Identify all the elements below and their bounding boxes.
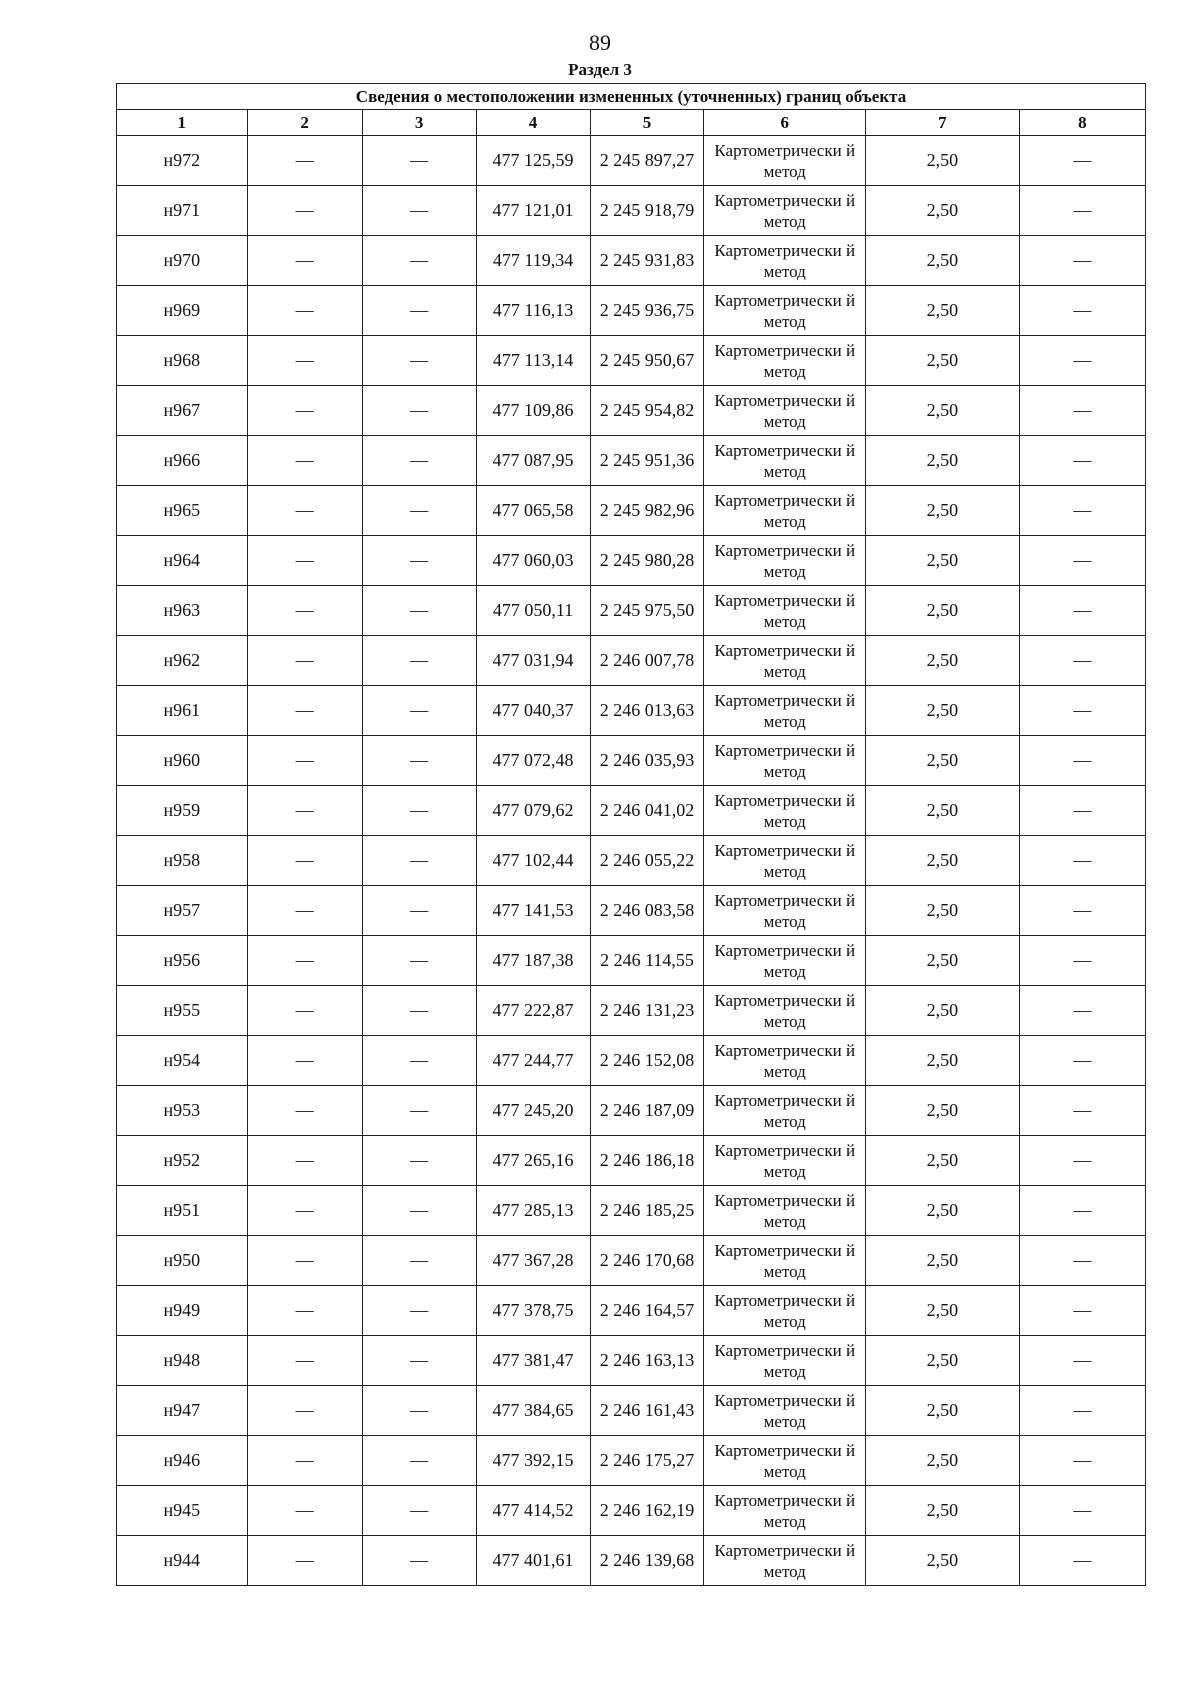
table-cell-col-5: 2 245 918,79 (590, 186, 704, 236)
table-cell-col-7: 2,50 (866, 336, 1020, 386)
table-row (117, 236, 1146, 286)
table-cell-col-6: Картометрически й метод (704, 486, 866, 536)
table-cell-col-4: 477 222,87 (476, 986, 590, 1036)
table-cell-col-3: — (362, 186, 476, 236)
table-cell-col-2: — (247, 486, 362, 536)
table-cell-col-1: н957 (117, 886, 248, 936)
table-cell-col-2: — (247, 136, 362, 186)
table-cell-col-2: — (247, 1086, 362, 1136)
table-cell-col-7: 2,50 (866, 386, 1020, 436)
column-header-8: 8 (1019, 110, 1145, 136)
table-cell-col-3: — (362, 336, 476, 386)
table-cell-col-3: — (362, 736, 476, 786)
table-cell-col-8: — (1019, 1036, 1145, 1086)
table-cell-col-7: 2,50 (866, 186, 1020, 236)
table-cell-col-4: 477 087,95 (476, 436, 590, 486)
table-cell-col-4: 477 125,59 (476, 136, 590, 186)
table-cell-col-1: н965 (117, 486, 248, 536)
table-cell-col-3: — (362, 886, 476, 936)
table-cell-col-2: — (247, 836, 362, 886)
column-header-2: 2 (247, 110, 362, 136)
table-row (117, 1486, 1146, 1536)
table-cell-col-3: — (362, 436, 476, 486)
table-cell-col-2: — (247, 786, 362, 836)
table-cell-col-4: 477 065,58 (476, 486, 590, 536)
table-cell-col-1: н969 (117, 286, 248, 336)
table-cell-col-1: н951 (117, 1186, 248, 1236)
table-row (117, 1186, 1146, 1236)
table-cell-col-4: 477 245,20 (476, 1086, 590, 1136)
table-cell-col-5: 2 245 980,28 (590, 536, 704, 586)
table-cell-col-7: 2,50 (866, 786, 1020, 836)
table-cell-col-8: — (1019, 1336, 1145, 1386)
table-cell-col-1: н970 (117, 236, 248, 286)
table-cell-col-6: Картометрически й метод (704, 1336, 866, 1386)
table-row (117, 586, 1146, 636)
table-cell-col-3: — (362, 1386, 476, 1436)
table-cell-col-1: н972 (117, 136, 248, 186)
table-cell-col-8: — (1019, 486, 1145, 536)
table-cell-col-5: 2 246 187,09 (590, 1086, 704, 1136)
coordinates-table (116, 83, 1146, 1586)
table-cell-col-6: Картометрически й метод (704, 1536, 866, 1586)
table-row (117, 1436, 1146, 1486)
column-header-4: 4 (476, 110, 590, 136)
table-cell-col-8: — (1019, 1136, 1145, 1186)
table-cell-col-7: 2,50 (866, 286, 1020, 336)
table-cell-col-5: 2 246 083,58 (590, 886, 704, 936)
table-cell-col-5: 2 246 035,93 (590, 736, 704, 786)
table-cell-col-5: 2 246 163,13 (590, 1336, 704, 1386)
table-cell-col-2: — (247, 1236, 362, 1286)
table-cell-col-4: 477 109,86 (476, 386, 590, 436)
table-cell-col-2: — (247, 686, 362, 736)
table-cell-col-6: Картометрически й метод (704, 786, 866, 836)
table-row (117, 686, 1146, 736)
table-cell-col-7: 2,50 (866, 586, 1020, 636)
table-cell-col-7: 2,50 (866, 1186, 1020, 1236)
table-cell-col-6: Картометрически й метод (704, 336, 866, 386)
table-cell-col-5: 2 246 013,63 (590, 686, 704, 736)
table-cell-col-5: 2 246 161,43 (590, 1386, 704, 1436)
table-cell-col-2: — (247, 636, 362, 686)
table-cell-col-3: — (362, 836, 476, 886)
page-number: 89 (589, 30, 611, 55)
table-row (117, 986, 1146, 1036)
table-cell-col-8: — (1019, 536, 1145, 586)
table-cell-col-2: — (247, 1186, 362, 1236)
table-cell-col-6: Картометрически й метод (704, 1286, 866, 1336)
table-cell-col-7: 2,50 (866, 1336, 1020, 1386)
table-cell-col-4: 477 079,62 (476, 786, 590, 836)
table-cell-col-2: — (247, 1286, 362, 1336)
table-cell-col-2: — (247, 386, 362, 436)
table-cell-col-2: — (247, 1536, 362, 1586)
table-cell-col-2: — (247, 736, 362, 786)
table-cell-col-1: н944 (117, 1536, 248, 1586)
table-cell-col-7: 2,50 (866, 986, 1020, 1036)
table-cell-col-5: 2 246 152,08 (590, 1036, 704, 1086)
table-row (117, 1336, 1146, 1386)
table-cell-col-3: — (362, 1236, 476, 1286)
table-cell-col-3: — (362, 1436, 476, 1486)
table-cell-col-7: 2,50 (866, 636, 1020, 686)
table-cell-col-3: — (362, 1186, 476, 1236)
table-cell-col-1: н954 (117, 1036, 248, 1086)
table-cell-col-4: 477 187,38 (476, 936, 590, 986)
table-cell-col-2: — (247, 1486, 362, 1536)
table-cell-col-6: Картометрически й метод (704, 386, 866, 436)
table-cell-col-7: 2,50 (866, 1086, 1020, 1136)
table-cell-col-3: — (362, 936, 476, 986)
table-cell-col-2: — (247, 886, 362, 936)
table-cell-col-4: 477 121,01 (476, 186, 590, 236)
table-cell-col-5: 2 245 975,50 (590, 586, 704, 636)
column-header-6: 6 (704, 110, 866, 136)
table-cell-col-2: — (247, 1036, 362, 1086)
table-cell-col-2: — (247, 336, 362, 386)
table-cell-col-7: 2,50 (866, 936, 1020, 986)
table-cell-col-3: — (362, 1486, 476, 1536)
table-cell-col-5: 2 245 951,36 (590, 436, 704, 486)
table-cell-col-3: — (362, 236, 476, 286)
table-cell-col-2: — (247, 1436, 362, 1486)
table-cell-col-1: н962 (117, 636, 248, 686)
table-cell-col-3: — (362, 486, 476, 536)
table-cell-col-6: Картометрически й метод (704, 936, 866, 986)
table-cell-col-8: — (1019, 886, 1145, 936)
table-cell-col-5: 2 246 175,27 (590, 1436, 704, 1486)
table-cell-col-3: — (362, 686, 476, 736)
table-cell-col-6: Картометрически й метод (704, 286, 866, 336)
table-cell-col-8: — (1019, 386, 1145, 436)
table-cell-col-6: Картометрически й метод (704, 1436, 866, 1486)
table-row (117, 786, 1146, 836)
table-cell-col-1: н953 (117, 1086, 248, 1136)
table-cell-col-1: н964 (117, 536, 248, 586)
table-cell-col-2: — (247, 236, 362, 286)
table-cell-col-3: — (362, 636, 476, 686)
table-cell-col-6: Картометрически й метод (704, 686, 866, 736)
table-cell-col-5: 2 246 185,25 (590, 1186, 704, 1236)
table-cell-col-1: н961 (117, 686, 248, 736)
table-row (117, 886, 1146, 936)
table-cell-col-5: 2 246 131,23 (590, 986, 704, 1036)
table-cell-col-4: 477 367,28 (476, 1236, 590, 1286)
table-cell-col-8: — (1019, 336, 1145, 386)
table-cell-col-6: Картометрически й метод (704, 1186, 866, 1236)
table-row (117, 336, 1146, 386)
table-cell-col-8: — (1019, 836, 1145, 886)
table-cell-col-5: 2 246 055,22 (590, 836, 704, 886)
table-cell-col-8: — (1019, 786, 1145, 836)
table-row (117, 1086, 1146, 1136)
table-cell-col-4: 477 378,75 (476, 1286, 590, 1336)
table-cell-col-2: — (247, 186, 362, 236)
table-cell-col-5: 2 246 170,68 (590, 1236, 704, 1286)
table-cell-col-7: 2,50 (866, 836, 1020, 886)
table-cell-col-8: — (1019, 686, 1145, 736)
table-cell-col-6: Картометрически й метод (704, 1386, 866, 1436)
table-cell-col-6: Картометрически й метод (704, 536, 866, 586)
table-cell-col-3: — (362, 1336, 476, 1386)
table-cell-col-7: 2,50 (866, 1286, 1020, 1336)
table-cell-col-4: 477 141,53 (476, 886, 590, 936)
table-cell-col-3: — (362, 536, 476, 586)
table-cell-col-5: 2 246 114,55 (590, 936, 704, 986)
table-cell-col-5: 2 245 954,82 (590, 386, 704, 436)
table-cell-col-7: 2,50 (866, 536, 1020, 586)
table-cell-col-6: Картометрически й метод (704, 736, 866, 786)
table-row (117, 186, 1146, 236)
table-cell-col-2: — (247, 986, 362, 1036)
table-cell-col-4: 477 414,52 (476, 1486, 590, 1536)
table-cell-col-2: — (247, 286, 362, 336)
table-cell-col-5: 2 245 931,83 (590, 236, 704, 286)
table-cell-col-2: — (247, 1136, 362, 1186)
table-row (117, 1536, 1146, 1586)
table-cell-col-7: 2,50 (866, 486, 1020, 536)
table-row (117, 1236, 1146, 1286)
table-cell-col-8: — (1019, 936, 1145, 986)
table-row (117, 936, 1146, 986)
section-title: Раздел 3 (568, 60, 632, 79)
table-cell-col-5: 2 245 950,67 (590, 336, 704, 386)
table-cell-col-1: н947 (117, 1386, 248, 1436)
table-cell-col-8: — (1019, 586, 1145, 636)
table-cell-col-7: 2,50 (866, 236, 1020, 286)
table-cell-col-6: Картометрически й метод (704, 586, 866, 636)
table-cell-col-1: н949 (117, 1286, 248, 1336)
table-cell-col-4: 477 384,65 (476, 1386, 590, 1436)
table-cell-col-6: Картометрически й метод (704, 436, 866, 486)
table-cell-col-3: — (362, 386, 476, 436)
table-cell-col-3: — (362, 286, 476, 336)
table-cell-col-8: — (1019, 1086, 1145, 1136)
table-cell-col-5: 2 246 164,57 (590, 1286, 704, 1336)
table-cell-col-8: — (1019, 1486, 1145, 1536)
table-row (117, 636, 1146, 686)
table-cell-col-1: н967 (117, 386, 248, 436)
table-cell-col-7: 2,50 (866, 886, 1020, 936)
table-cell-col-7: 2,50 (866, 1486, 1020, 1536)
table-cell-col-1: н950 (117, 1236, 248, 1286)
table-cell-col-5: 2 245 936,75 (590, 286, 704, 336)
table-cell-col-6: Картометрически й метод (704, 1036, 866, 1086)
table-cell-col-4: 477 381,47 (476, 1336, 590, 1386)
table-cell-col-4: 477 040,37 (476, 686, 590, 736)
table-cell-col-3: — (362, 586, 476, 636)
table-cell-col-7: 2,50 (866, 1036, 1020, 1086)
table-cell-col-3: — (362, 1036, 476, 1086)
table-cell-col-4: 477 060,03 (476, 536, 590, 586)
table-cell-col-1: н946 (117, 1436, 248, 1486)
table-caption: Сведения о местоположении измененных (уточненных) границ объекта (117, 84, 1146, 110)
table-cell-col-1: н963 (117, 586, 248, 636)
table-cell-col-7: 2,50 (866, 1536, 1020, 1586)
table-cell-col-3: — (362, 1136, 476, 1186)
table-cell-col-6: Картометрически й метод (704, 986, 866, 1036)
table-row (117, 836, 1146, 886)
column-header-1: 1 (117, 110, 248, 136)
table-cell-col-6: Картометрически й метод (704, 886, 866, 936)
table-cell-col-1: н971 (117, 186, 248, 236)
table-cell-col-1: н955 (117, 986, 248, 1036)
table-cell-col-5: 2 246 139,68 (590, 1536, 704, 1586)
table-cell-col-8: — (1019, 1536, 1145, 1586)
table-row (117, 1386, 1146, 1436)
table-cell-col-8: — (1019, 986, 1145, 1036)
table-cell-col-4: 477 401,61 (476, 1536, 590, 1586)
table-cell-col-4: 477 113,14 (476, 336, 590, 386)
table-cell-col-1: н956 (117, 936, 248, 986)
table-cell-col-8: — (1019, 236, 1145, 286)
table-cell-col-3: — (362, 1286, 476, 1336)
table-row (117, 386, 1146, 436)
table-cell-col-1: н945 (117, 1486, 248, 1536)
column-header-5: 5 (590, 110, 704, 136)
table-cell-col-8: — (1019, 1436, 1145, 1486)
table-cell-col-2: — (247, 436, 362, 486)
table-body (117, 136, 1146, 1586)
table-cell-col-3: — (362, 986, 476, 1036)
table-caption-row (117, 84, 1146, 110)
table-cell-col-8: — (1019, 186, 1145, 236)
table-cell-col-4: 477 392,15 (476, 1436, 590, 1486)
table-cell-col-1: н958 (117, 836, 248, 886)
table-row (117, 136, 1146, 186)
table-row (117, 1136, 1146, 1186)
table-cell-col-4: 477 102,44 (476, 836, 590, 886)
table-cell-col-6: Картометрически й метод (704, 136, 866, 186)
table-cell-col-7: 2,50 (866, 686, 1020, 736)
table-cell-col-8: — (1019, 436, 1145, 486)
table-cell-col-7: 2,50 (866, 736, 1020, 786)
table-cell-col-8: — (1019, 286, 1145, 336)
table-cell-col-6: Картометрически й метод (704, 1486, 866, 1536)
table-cell-col-1: н968 (117, 336, 248, 386)
table-cell-col-4: 477 072,48 (476, 736, 590, 786)
table-cell-col-7: 2,50 (866, 1236, 1020, 1286)
table-row (117, 1036, 1146, 1086)
table-row (117, 286, 1146, 336)
table-cell-col-6: Картометрически й метод (704, 1236, 866, 1286)
table-row (117, 1286, 1146, 1336)
table-cell-col-4: 477 244,77 (476, 1036, 590, 1086)
table-cell-col-8: — (1019, 1236, 1145, 1286)
table-cell-col-8: — (1019, 1186, 1145, 1236)
table-cell-col-2: — (247, 586, 362, 636)
table-cell-col-4: 477 119,34 (476, 236, 590, 286)
table-row (117, 736, 1146, 786)
table-cell-col-4: 477 031,94 (476, 636, 590, 686)
table-cell-col-1: н966 (117, 436, 248, 486)
table-cell-col-4: 477 116,13 (476, 286, 590, 336)
table-cell-col-8: — (1019, 736, 1145, 786)
table-cell-col-8: — (1019, 1286, 1145, 1336)
table-cell-col-7: 2,50 (866, 1136, 1020, 1186)
table-row (117, 436, 1146, 486)
table-cell-col-5: 2 246 007,78 (590, 636, 704, 686)
table-cell-col-3: — (362, 1086, 476, 1136)
table-cell-col-3: — (362, 1536, 476, 1586)
table-row (117, 486, 1146, 536)
table-cell-col-2: — (247, 936, 362, 986)
table-cell-col-6: Картометрически й метод (704, 186, 866, 236)
table-cell-col-7: 2,50 (866, 1436, 1020, 1486)
table-cell-col-3: — (362, 786, 476, 836)
table-cell-col-5: 2 246 041,02 (590, 786, 704, 836)
table-cell-col-6: Картометрически й метод (704, 636, 866, 686)
table-cell-col-5: 2 245 982,96 (590, 486, 704, 536)
table-cell-col-4: 477 285,13 (476, 1186, 590, 1236)
table-cell-col-6: Картометрически й метод (704, 1136, 866, 1186)
table-cell-col-2: — (247, 536, 362, 586)
table-cell-col-2: — (247, 1386, 362, 1436)
table-cell-col-1: н960 (117, 736, 248, 786)
table-cell-col-4: 477 265,16 (476, 1136, 590, 1186)
table-row (117, 536, 1146, 586)
table-cell-col-7: 2,50 (866, 436, 1020, 486)
table-cell-col-8: — (1019, 1386, 1145, 1436)
column-header-3: 3 (362, 110, 476, 136)
table-cell-col-5: 2 245 897,27 (590, 136, 704, 186)
table-cell-col-7: 2,50 (866, 136, 1020, 186)
table-cell-col-6: Картометрически й метод (704, 236, 866, 286)
table-cell-col-8: — (1019, 136, 1145, 186)
table-cell-col-6: Картометрически й метод (704, 1086, 866, 1136)
table-cell-col-6: Картометрически й метод (704, 836, 866, 886)
column-header-7: 7 (866, 110, 1020, 136)
table-cell-col-1: н959 (117, 786, 248, 836)
table-cell-col-2: — (247, 1336, 362, 1386)
table-cell-col-1: н952 (117, 1136, 248, 1186)
table-cell-col-1: н948 (117, 1336, 248, 1386)
column-header-row (117, 110, 1146, 136)
table-cell-col-5: 2 246 186,18 (590, 1136, 704, 1186)
table-cell-col-7: 2,50 (866, 1386, 1020, 1436)
table-cell-col-8: — (1019, 636, 1145, 686)
table-cell-col-5: 2 246 162,19 (590, 1486, 704, 1536)
table-cell-col-4: 477 050,11 (476, 586, 590, 636)
table-cell-col-3: — (362, 136, 476, 186)
